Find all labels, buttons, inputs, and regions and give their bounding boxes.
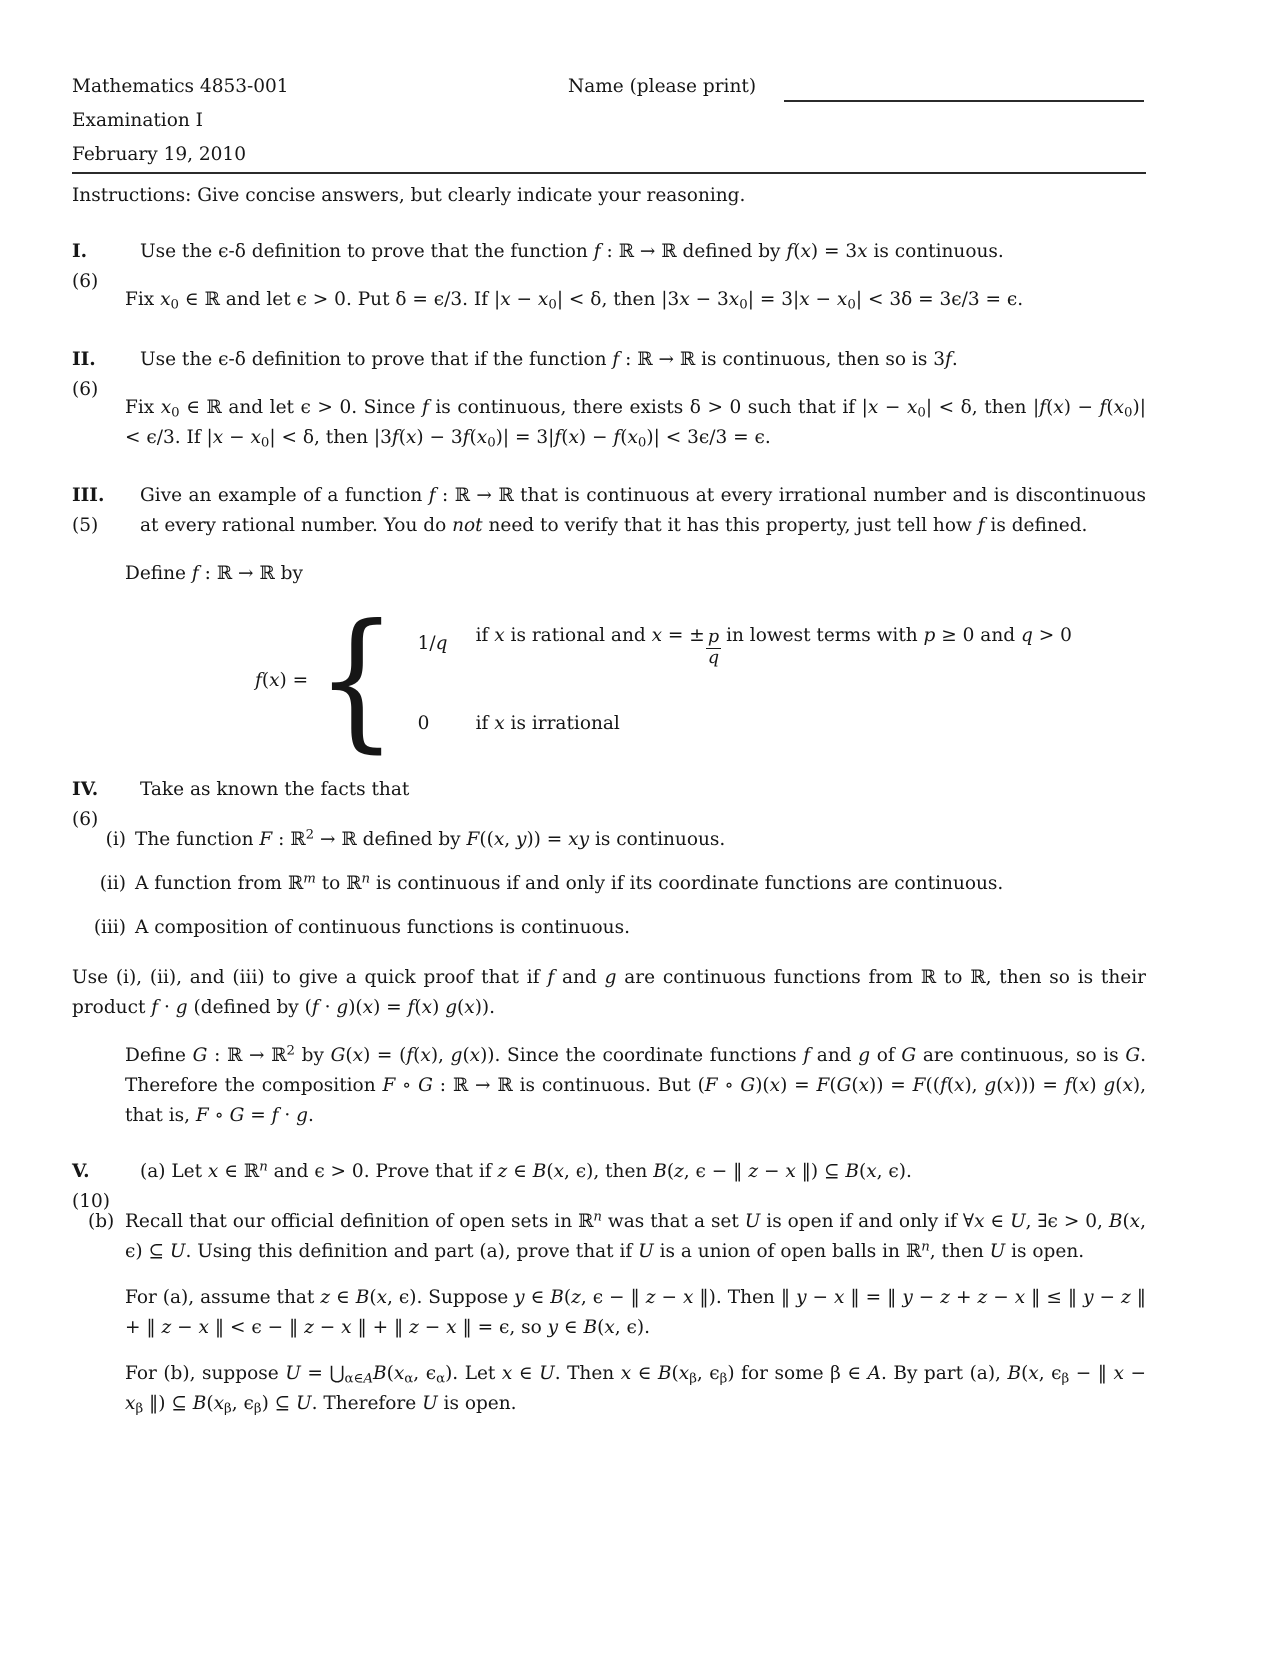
problem-number: III. (72, 485, 105, 506)
part-b-statement: Recall that our official definition of open sets in ℝ$^n$ was that a set U is open if and only if ∀x ∈ U, ∃ϵ > 0, B(x, ϵ) ⊆ U. Using this definition and part (a), prove that if U is a union of open balls in ℝ$^n$, then U is open. (125, 1209, 1146, 1262)
problem-number: V. (72, 1161, 90, 1182)
fact-label: (iii) (93, 917, 126, 938)
case-condition-pre: if x is rational and x = ± (475, 624, 705, 646)
case-condition (476, 621, 1072, 667)
piecewise-equation (255, 593, 1146, 767)
fact-label: (ii) (99, 873, 126, 894)
part-a-statement: (a) Let x ∈ ℝ$^n$ and ϵ > 0. Prove that if z ∈ B(x, ϵ), then B(z, ϵ − ‖ z − x ‖) ⊆ B(x, ϵ). (140, 1159, 912, 1182)
problem-answer: Define G : ℝ → ℝ$^2$ by G(x) = (f(x), g(x)). Since the coordinate functions f and g of G are continuous, so is G. Therefore the composition F ∘ G : ℝ → ℝ is continuous. But (F ∘ G)(x) = F(G(x)) = F((f(x), g(x))) = f(x) g(x), that is, F ∘ G = f · g. (125, 1043, 1146, 1126)
problem-number: IV. (72, 779, 99, 800)
case-row (418, 621, 1072, 667)
problem-answer: Fix $x_0$ ∈ ℝ and let ϵ > 0. Since f is continuous, there exists δ > 0 such that if $|x - x_0| < \delta$, then $|f(x) - f(x_0)| < \epsilon/3$. If $|x - x_0| < \delta$, then $|3f(x) - 3f(x_0)| = 3|f(x) - f(x_0)| < 3\epsilon/3 = \epsilon$. (125, 397, 1146, 451)
case-condition-post: in lowest terms with p ≥ 0 and q > 0 (726, 624, 1072, 646)
fraction (706, 628, 721, 668)
case-value: 0 (417, 713, 430, 735)
case-condition: if x is irrational (475, 713, 620, 735)
fact-item (80, 825, 1146, 855)
fraction-denominator: q (707, 647, 720, 668)
problem-points: (6) (72, 271, 99, 292)
problem-statement: Take as known the facts that (140, 779, 410, 800)
answer-part-b: For (b), suppose $U = ⋃_{\alpha\in A}B(x_\alpha$, $\epsilon_\alpha$). Let x ∈ U. Then x ∈ $B(x_\beta$, $\epsilon_\beta$) for some β ∈ A. By part (a), B(x, $\epsilon_\beta$ − ‖ $x - x_\beta$ ‖) ⊆ $B(x_\beta$, $\epsilon_\beta$) ⊆ U. Therefore U is open. (125, 1363, 1147, 1417)
problem-statement: Use the ϵ-δ definition to prove that the function f : ℝ → ℝ defined by f(x) = 3x is continuous. (140, 241, 1004, 262)
define-line: Define f : ℝ → ℝ by (125, 563, 303, 584)
fact-text: A function from ℝ$^m$ to ℝ$^n$ is continuous if and only if its coordinate functions are continuous. (135, 871, 1004, 894)
problem-points: (6) (72, 809, 99, 830)
exam-title: Examination I (72, 110, 203, 131)
answer-part-a: For (a), assume that z ∈ B(x, ϵ). Suppose y ∈ B(z, ϵ − ‖ z − x ‖). Then ‖ y − x ‖ = ‖ y − z + z − x ‖ ≤ ‖ y − z ‖ + ‖ z − x ‖ < ϵ − ‖ z − x ‖ + ‖ z − x ‖ = ϵ, so y ∈ B(x, ϵ). (125, 1287, 1146, 1338)
case-value: 1/q (417, 633, 448, 654)
exam-date: February 19, 2010 (72, 144, 246, 165)
problem-answer: Fix $x_0$ ∈ ℝ and let ϵ > 0. Put δ = ϵ/3. If $|x - x_0| < \delta$, then $|3x - 3x_0| = 3|x - x_0| < 3\delta = 3\epsilon/3 = \epsilon$. (125, 289, 1024, 313)
case-row (418, 709, 1072, 739)
use-facts-paragraph: Use (i), (ii), and (iii) to give a quick proof that if f and g are continuous functions from ℝ to ℝ, then so is their product f · g (defined by (f · g)(x) = f(x) g(x)). (72, 967, 1146, 1018)
instructions: Instructions: Give concise answers, but clearly indicate your reasoning. (72, 185, 746, 206)
problem-3 (72, 481, 1146, 767)
part-b-label: (b) (88, 1211, 115, 1232)
part-b (88, 1207, 1146, 1267)
problem-number: II. (72, 349, 96, 370)
fraction-numerator: p (707, 626, 720, 647)
exam-header (72, 72, 1146, 211)
problem-points: (6) (72, 379, 99, 400)
fact-text: A composition of continuous functions is continuous. (135, 917, 630, 938)
course-code: Mathematics 4853-001 (72, 76, 289, 97)
problem-5 (72, 1157, 1146, 1419)
fact-text: The function F : ℝ$^2$ → ℝ defined by F((x, y)) = xy is continuous. (135, 827, 726, 850)
problem-statement: Use the ϵ-δ definition to prove that if the function f : ℝ → ℝ is continuous, then so is 3f. (140, 349, 958, 370)
name-label: Name (please print) (568, 76, 757, 97)
name-blank-line (784, 100, 1144, 102)
exam-page (72, 72, 1146, 1419)
problem-1 (72, 237, 1146, 315)
piecewise-lhs: f(x) = (255, 669, 309, 691)
fact-label: (i) (105, 829, 126, 850)
problem-points: (10) (72, 1191, 110, 1212)
fact-item (80, 869, 1146, 899)
facts-list (93, 825, 1146, 943)
problem-statement: Give an example of a function f : ℝ → ℝ that is continuous at every irrational number and is discontinuous at every rational number. You do not need to verify that it has this property, just tell how f is defined. (140, 485, 1146, 536)
cases-list (418, 621, 1072, 739)
problem-4 (72, 775, 1146, 1131)
date-rule (72, 140, 1146, 174)
fact-item (80, 913, 1146, 943)
problem-points: (5) (72, 515, 99, 536)
left-brace-glyph: { (316, 593, 398, 767)
problem-number: I. (72, 241, 88, 262)
problem-2 (72, 345, 1146, 453)
